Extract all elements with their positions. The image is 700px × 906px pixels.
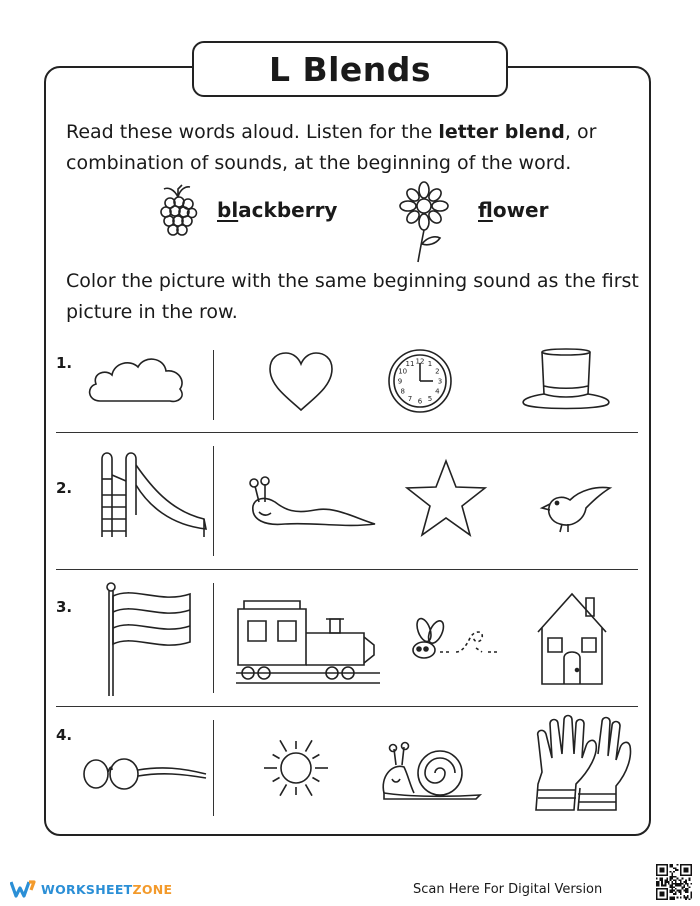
clock-number: 3 (437, 377, 443, 386)
clock-number: 10 (398, 367, 408, 376)
qr-module (675, 876, 677, 878)
qr-module (670, 876, 672, 878)
qr-module (666, 878, 668, 880)
qr-module (670, 891, 672, 893)
clock-icon[interactable] (387, 348, 453, 414)
instruction-text: Color the picture with the same beginning sound as the first picture in the row. (66, 270, 639, 323)
qr-module (690, 891, 692, 893)
sun-ray (273, 778, 280, 782)
qr-module (670, 871, 672, 873)
sun-ray (273, 755, 280, 759)
qr-module (678, 883, 680, 885)
row-divider (56, 706, 638, 707)
qr-module (683, 885, 685, 887)
qr-module (673, 893, 675, 895)
column-divider (213, 350, 214, 420)
qr-module (687, 897, 689, 899)
qr-module (689, 886, 691, 888)
qr-module (671, 866, 673, 868)
qr-module (678, 885, 680, 887)
qr-module (671, 873, 673, 875)
sun-icon[interactable] (262, 734, 330, 802)
qr-module (675, 888, 677, 890)
sun-ray (280, 784, 287, 795)
qr-module (670, 878, 672, 880)
qr-module (687, 888, 689, 890)
qr-module (675, 881, 677, 883)
qr-module (685, 881, 687, 883)
qr-module (658, 881, 660, 883)
qr-module (690, 883, 692, 885)
column-divider (213, 446, 214, 556)
sun-ray (306, 740, 313, 751)
qr-module (682, 878, 684, 880)
qr-module (673, 897, 675, 899)
clock-number: 4 (435, 387, 440, 396)
qr-module (670, 879, 672, 881)
qr-module (690, 893, 692, 895)
column-divider (213, 583, 214, 693)
qr-module (670, 885, 672, 887)
qr-module (685, 890, 687, 892)
intro-bold: letter blend (438, 121, 565, 143)
qr-module (671, 878, 673, 880)
column-divider (213, 720, 214, 816)
blackberry-icon (156, 183, 200, 241)
example-word-flower: flower (478, 198, 549, 222)
qr-module (683, 897, 685, 899)
qr-module (670, 866, 672, 868)
qr-module (680, 885, 682, 887)
clock-number: 8 (400, 387, 405, 396)
qr-module (687, 895, 689, 897)
qr-module (670, 886, 672, 888)
qr-module (656, 878, 658, 880)
qr-module (668, 881, 670, 883)
qr-module (675, 885, 677, 887)
row-number: 1. (56, 354, 73, 372)
snail-icon[interactable] (380, 743, 482, 801)
qr-module (677, 878, 679, 880)
star-icon[interactable] (405, 459, 487, 537)
qr-module (666, 879, 668, 881)
qr-module (677, 885, 679, 887)
clock-number: 7 (407, 394, 413, 403)
qr-module (661, 883, 663, 885)
qr-module (683, 890, 685, 892)
qr-module (675, 883, 677, 885)
qr-module (666, 881, 668, 883)
qr-module (659, 878, 661, 880)
intro-text: Read these words aloud. Listen for the letter blend, or combination of sounds, at the beginning of the word. (66, 121, 597, 174)
qr-module (671, 883, 673, 885)
qr-module (671, 886, 673, 888)
qr-module (690, 895, 692, 897)
gloves-icon[interactable] (524, 714, 632, 814)
brand-zone: ZONE (132, 881, 173, 897)
qr-module (678, 890, 680, 892)
row-divider (56, 432, 638, 433)
qr-module (671, 890, 673, 892)
sun-ray (312, 778, 319, 782)
qr-module (675, 869, 677, 871)
sun-ray (306, 784, 313, 795)
qr-module (680, 891, 682, 893)
logo-mark-icon (10, 880, 36, 898)
qr-module (685, 897, 687, 899)
qr-module (687, 885, 689, 887)
top-hat-icon[interactable] (520, 346, 612, 412)
qr-module (670, 897, 672, 899)
qr-module (682, 888, 684, 890)
qr-module (661, 881, 663, 883)
qr-module (689, 879, 691, 881)
qr-module (683, 867, 688, 872)
row-number: 4. (56, 726, 73, 744)
qr-module (665, 883, 667, 885)
qr-module (685, 883, 687, 885)
qr-module (683, 881, 685, 883)
clock-number: 1 (427, 360, 433, 369)
qr-module (663, 885, 665, 887)
qr-module (659, 879, 661, 881)
qr-module (671, 898, 673, 900)
qr-module (656, 883, 658, 885)
qr-code[interactable] (656, 864, 692, 900)
qr-module (673, 886, 675, 888)
qr-module (661, 885, 663, 887)
qr-module (658, 883, 660, 885)
row-divider (56, 569, 638, 570)
bird-icon[interactable] (540, 484, 614, 534)
qr-module (673, 898, 675, 900)
qr-module (685, 891, 687, 893)
qr-module (680, 881, 682, 883)
qr-module (673, 883, 675, 885)
qr-module (685, 898, 687, 900)
qr-module (675, 879, 677, 881)
qr-module (670, 890, 672, 892)
qr-module (680, 897, 682, 899)
train-icon[interactable] (234, 593, 382, 687)
qr-module (689, 898, 691, 900)
qr-module (665, 879, 667, 881)
qr-module (683, 895, 685, 897)
house-icon[interactable] (534, 588, 610, 688)
qr-module (668, 883, 670, 885)
qr-module (678, 891, 680, 893)
clock-number: 11 (405, 360, 415, 369)
scan-caption: Scan Here For Digital Version (413, 882, 603, 897)
qr-module (665, 885, 667, 887)
qr-module (680, 883, 682, 885)
qr-module (675, 893, 677, 895)
glasses-icon[interactable] (82, 752, 208, 792)
row-number: 2. (56, 479, 73, 497)
clock-number: 6 (417, 397, 423, 406)
qr-module (687, 890, 689, 892)
qr-module (665, 881, 667, 883)
clock-number: 9 (397, 377, 403, 386)
qr-module (673, 867, 675, 869)
qr-module (677, 864, 679, 866)
qr-module (673, 871, 675, 873)
qr-module (678, 879, 680, 881)
qr-module (689, 878, 691, 880)
fly-icon[interactable] (410, 616, 502, 666)
slide-icon[interactable] (100, 445, 208, 539)
sun-ray (280, 740, 287, 751)
qr-module (687, 891, 689, 893)
qr-module (680, 893, 682, 895)
cloud-icon[interactable] (86, 351, 186, 405)
slug-icon[interactable] (245, 476, 377, 530)
qr-module (675, 891, 677, 893)
qr-module (670, 864, 672, 866)
qr-module (685, 879, 687, 881)
qr-module (683, 886, 685, 888)
qr-module (680, 890, 682, 892)
qr-module (656, 881, 658, 883)
sun-ray (312, 755, 319, 759)
qr-module (659, 867, 664, 872)
worksheetzone-logo[interactable] (10, 880, 172, 898)
qr-module (690, 897, 692, 899)
qr-module (677, 897, 679, 899)
qr-module (673, 879, 675, 881)
qr-module (677, 890, 679, 892)
clock-number: 5 (427, 394, 433, 403)
qr-module (671, 874, 673, 876)
qr-module (682, 883, 684, 885)
qr-module (671, 891, 673, 893)
qr-module (671, 881, 673, 883)
clock-number: 2 (435, 367, 440, 376)
qr-module (671, 876, 673, 878)
row-number: 3. (56, 598, 73, 616)
qr-module (671, 885, 673, 887)
qr-module (677, 869, 679, 871)
qr-module (680, 879, 682, 881)
qr-module (671, 897, 673, 899)
qr-module (658, 885, 660, 887)
qr-module (656, 885, 658, 887)
example-word-blackberry: blackberry (217, 198, 338, 222)
qr-module (682, 886, 684, 888)
qr-module (659, 891, 664, 896)
qr-module (687, 883, 689, 885)
clock-number: 12 (415, 357, 425, 366)
flower-icon (396, 180, 452, 264)
page-title: L Blends (192, 41, 508, 97)
qr-module (661, 878, 663, 880)
qr-module (677, 883, 679, 885)
qr-module (685, 888, 687, 890)
qr-module (671, 888, 673, 890)
brand-worksheet: WORKSHEET (41, 881, 133, 897)
qr-module (673, 876, 675, 878)
qr-module (661, 879, 663, 881)
qr-module (675, 867, 677, 869)
heart-icon[interactable] (268, 352, 334, 412)
flag-icon[interactable] (100, 582, 192, 698)
qr-module (671, 864, 673, 866)
qr-module (673, 890, 675, 892)
qr-module (670, 898, 672, 900)
